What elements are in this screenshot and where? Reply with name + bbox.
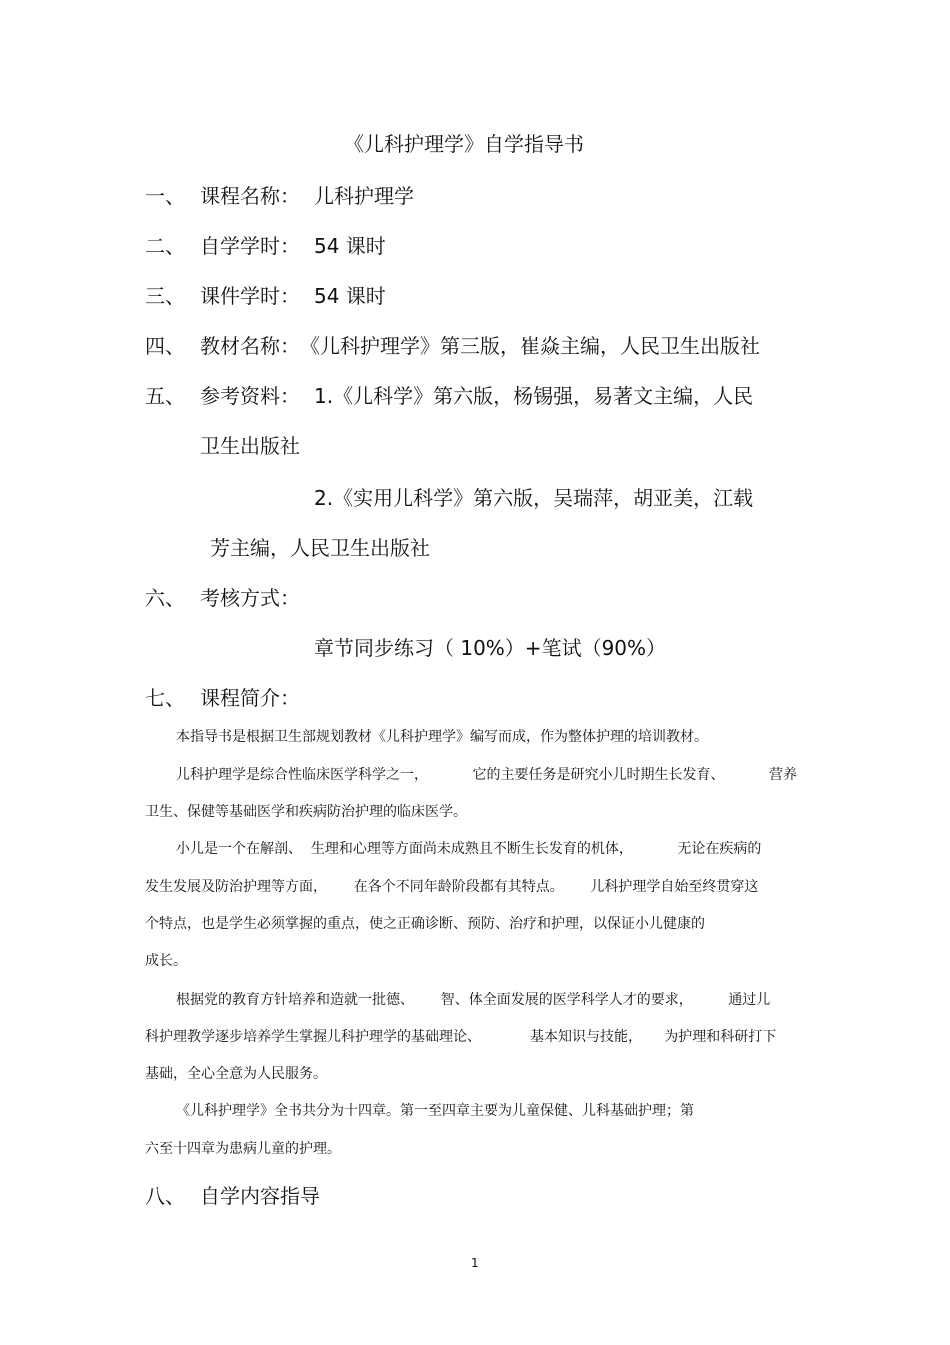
section-value: 儿科护理学 <box>314 184 414 208</box>
intro-paragraph-4-line-3: 基础，全心全意为人民服务。 <box>145 1066 327 1082</box>
reference-2-line-2: 芳主编，人民卫生出版社 <box>210 536 430 560</box>
section-number: 二、 <box>145 234 185 258</box>
intro-paragraph-4-line-2: 科护理教学逐步培养学生掌握儿科护理学的基础理论、 基本知识与技能， 为护理和科研打下 <box>145 1029 777 1045</box>
section-value: 54 课时 <box>314 284 386 308</box>
intro-paragraph-3-line-2: 发生发展及防治护理等方面， 在各个不同年龄阶段都有其特点。 儿科护理学自始至终贯穿这 <box>145 879 759 895</box>
page-number: 1 <box>471 1256 479 1270</box>
section-label: 参考资料： <box>200 384 300 408</box>
section-number: 七、 <box>145 686 185 710</box>
intro-paragraph-3-line-4: 成长。 <box>145 953 187 969</box>
intro-paragraph-1: 本指导书是根据卫生部规划教材《儿科护理学》编写而成，作为整体护理的培训教材。 <box>176 729 708 745</box>
intro-paragraph-5-line-1: 《儿科护理学》全书共分为十四章。第一至四章主要为儿童保健、儿科基础护理；第 <box>176 1103 694 1119</box>
section-number: 六、 <box>145 586 185 610</box>
section-label: 课件学时： <box>200 284 300 308</box>
section-label: 课程简介： <box>200 686 300 710</box>
section-value: 54 课时 <box>314 234 386 258</box>
section-label: 教材名称： <box>200 334 300 358</box>
intro-paragraph-5-line-2: 六至十四章为患病儿童的护理。 <box>145 1141 341 1157</box>
section-number: 八、 <box>145 1184 185 1208</box>
page-title: 《儿科护理学》自学指导书 <box>344 132 584 156</box>
section-number: 五、 <box>145 384 185 408</box>
reference-1-line-2: 卫生出版社 <box>200 434 300 458</box>
section-number: 四、 <box>145 334 185 358</box>
intro-paragraph-2-line-1: 儿科护理学是综合性临床医学科学之一， 它的主要任务是研究小儿时期生长发育、 营养 <box>176 767 798 783</box>
section-number: 三、 <box>145 284 185 308</box>
intro-paragraph-3-line-3: 个特点，也是学生必须掌握的重点，使之正确诊断、预防、治疗和护理，以保证小儿健康的 <box>145 916 705 932</box>
section-value: 《儿科护理学》第三版，崔焱主编，人民卫生出版社 <box>300 334 760 358</box>
section-label: 自学学时： <box>200 234 300 258</box>
section-label: 课程名称： <box>200 184 300 208</box>
section-value: 章节同步练习（ 10%）+笔试（90%） <box>314 636 667 660</box>
section-number: 一、 <box>145 184 185 208</box>
intro-paragraph-3-line-1: 小儿是一个在解剖、 生理和心理等方面尚未成熟且不断生长发育的机体， 无论在疾病的 <box>176 841 762 857</box>
reference-2-line-1: 2.《实用儿科学》第六版，吴瑞萍，胡亚美，江载 <box>314 486 754 510</box>
section-label: 考核方式： <box>200 586 300 610</box>
intro-paragraph-4-line-1: 根据党的教育方针培养和造就一批德、 智、体全面发展的医学科学人才的要求， 通过儿 <box>176 992 771 1008</box>
reference-1-line-1: 1.《儿科学》第六版，杨锡强，易著文主编，人民 <box>314 384 754 408</box>
intro-paragraph-2-line-2: 卫生、保健等基础医学和疾病防治护理的临床医学。 <box>145 804 467 820</box>
section-label: 自学内容指导 <box>200 1184 320 1208</box>
